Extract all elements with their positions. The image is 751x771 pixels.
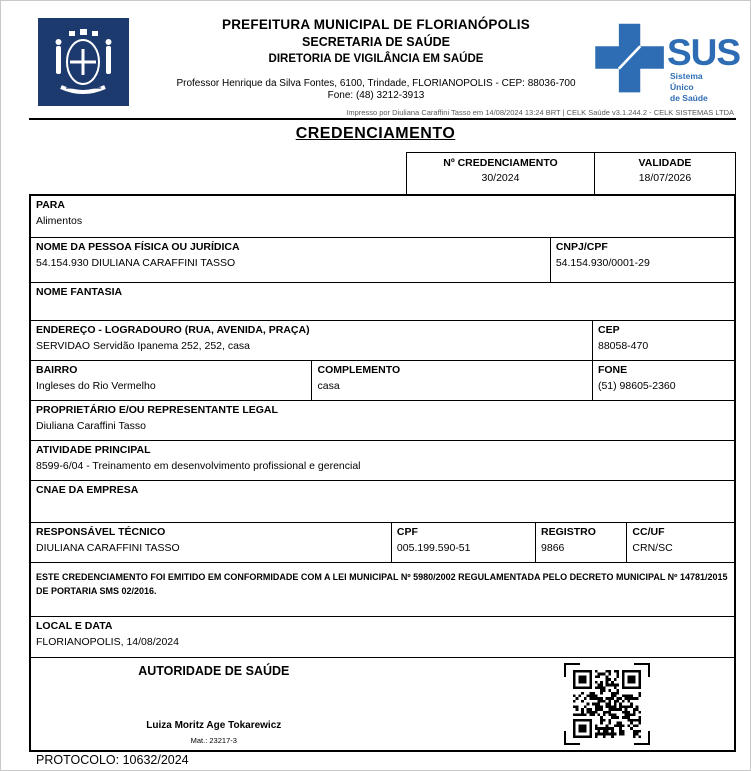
field-label: FONE [597,364,628,376]
field-label: COMPLEMENTO [317,364,401,376]
field-registro [535,523,626,562]
field-label: ATIVIDADE PRINCIPAL [36,444,151,456]
field-label: CC/UF [632,526,665,538]
field-value: 88058-470 [597,340,649,352]
header-divider [29,118,736,120]
field-label: REGISTRO [541,526,596,538]
table-row [31,523,734,563]
field-ccuf [626,523,734,562]
field-nome-fantasia [31,283,734,320]
table-row [31,401,734,441]
field-cpf [391,523,535,562]
sus-cross-icon [593,21,665,103]
field-value: SERVIDAO Servidão Ipanema 252, 252, casa [36,340,251,352]
org-division: DIRETORIA DE VIGILÂNCIA EM SAÚDE [268,53,484,65]
field-cnae [31,481,734,522]
sus-subtitle-line: Sistema [670,71,703,82]
table-row [31,441,734,481]
field-value: Alimentos [36,215,83,227]
authority-heading: AUTORIDADE DE SAÚDE [138,664,290,678]
field-local-data [31,617,734,657]
sus-subtitle-line: Único [670,82,694,93]
field-proprietario [31,401,734,440]
table-row [31,361,734,401]
credential-number-value: 30/2024 [481,172,520,184]
field-value: 8599-6/04 - Treinamento em desenvolvimento profissional e gerencial [36,460,361,472]
field-label: RESPONSÁVEL TÉCNICO [36,526,166,538]
field-label: NOME DA PESSOA FÍSICA OU JURÍDICA [36,241,240,253]
field-value: 9866 [541,542,565,554]
field-value: 54.154.930 DIULIANA CARAFFINI TASSO [36,257,236,269]
qr-code-icon [571,670,643,738]
legal-statement: ESTE CREDENCIAMENTO FOI EMITIDO EM CONFORMIDADE COM A LEI MUNICIPAL Nº 5980/2002 REGULAMENTADA PELO DECRETO MUNICIPAL Nº 14781/2015 DE PORTARIA SMS 02/2016. [36,572,728,596]
credential-number-label: Nº CREDENCIAMENTO [443,157,558,169]
field-para [31,196,734,237]
field-value: Ingleses do Rio Vermelho [36,380,156,392]
field-complemento [311,361,591,400]
credential-summary-table [406,152,736,194]
signature-area [31,658,397,750]
field-cep [592,321,734,360]
field-value: casa [317,380,340,392]
field-label: PROPRIETÁRIO E/OU REPRESENTANTE LEGAL [36,404,278,416]
qr-code-frame [564,663,650,745]
table-row [31,321,734,361]
field-endereco [31,321,592,360]
table-row [31,196,734,238]
validity-value: 18/07/2026 [638,172,692,184]
field-value: DIULIANA CARAFFINI TASSO [36,542,180,554]
document-title: CREDENCIAMENTO [295,125,456,142]
credential-number-cell [407,153,594,194]
validity-label: VALIDADE [638,157,692,169]
signer-name: Luiza Moritz Age Tokarewicz [146,720,282,731]
field-value: (51) 98605-2360 [597,380,676,392]
authority-row [31,658,734,750]
letterhead [121,17,631,101]
field-value: 005.199.590-51 [396,542,471,554]
field-value: CRN/SC [632,542,673,554]
field-label: ENDEREÇO - LOGRADOURO (RUA, AVENIDA, PRAÇA) [36,324,310,336]
credential-details-table [29,194,736,752]
signer-registration: Mat.: 23217-3 [190,736,237,745]
field-bairro [31,361,311,400]
field-label: LOCAL E DATA [36,620,113,632]
org-department: SECRETARIA DE SAÚDE [302,35,450,49]
field-label: CEP [597,324,620,336]
field-label: CNAE DA EMPRESA [36,484,139,496]
table-row [31,563,734,617]
field-label: PARA [36,199,65,211]
field-nome-pessoa [31,238,550,282]
sus-subtitle-line: de Saúde [670,92,708,103]
field-value: FLORIANOPOLIS, 14/08/2024 [36,636,179,648]
field-value: Diuliana Caraffini Tasso [36,420,146,432]
org-address: Professor Henrique da Silva Fontes, 6100, Trindade, FLORIANOPOLIS - CEP: 88036-700 [176,78,576,89]
table-row [31,617,734,658]
org-name: PREFEITURA MUNICIPAL DE FLORIANÓPOLIS [222,17,530,32]
field-label: NOME FANTASIA [36,286,123,298]
field-label: CNPJ/CPF [555,241,608,253]
protocol-number: PROTOCOLO: 10632/2024 [36,753,189,767]
org-phone: Fone: (48) 3212-3913 [327,90,425,101]
field-cnpj-cpf [550,238,734,282]
field-label: CPF [396,526,418,538]
field-fone [592,361,734,400]
printed-by-line: Impresso por Diuliana Caraffini Tasso em 14/08/2024 13:24 BRT | CELK Saúde v3.1.244.2 - CELK SISTEMAS LTDA [346,108,734,117]
field-atividade [31,441,734,480]
validity-cell [594,153,735,194]
field-responsavel [31,523,391,562]
table-row [31,481,734,523]
florianopolis-crest-icon [38,18,129,106]
table-row [31,238,734,283]
field-label: BAIRRO [36,364,78,376]
sus-word: SUS [667,32,741,73]
field-value: 54.154.930/0001-29 [555,257,650,269]
sus-logo [593,21,743,109]
table-row [31,283,734,321]
